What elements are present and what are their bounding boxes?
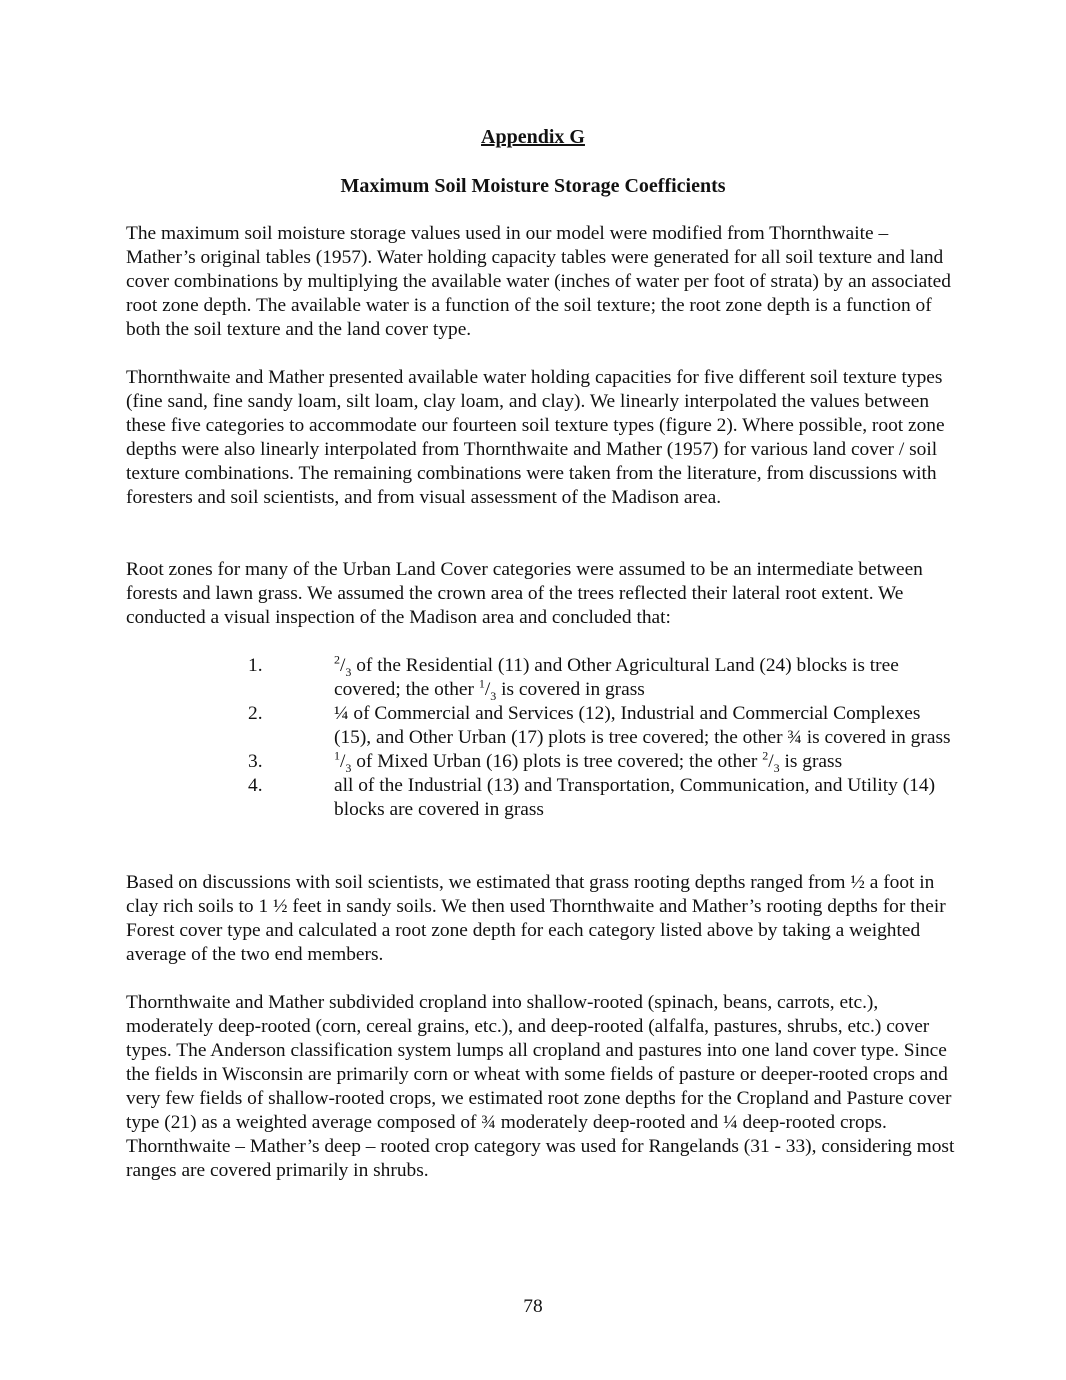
fraction-numerator: 1 <box>478 676 485 691</box>
appendix-heading: Appendix G <box>481 126 585 148</box>
section-title: Maximum Soil Moisture Storage Coefficients <box>340 175 726 197</box>
list-item <box>248 654 958 702</box>
list-item-text-part: is grass <box>779 751 843 772</box>
fraction-numerator: 2 <box>334 652 340 667</box>
fraction-numerator: 2 <box>762 748 769 763</box>
list-item-number: 3. <box>248 751 263 772</box>
list-item <box>248 702 958 750</box>
list-item-text: $^2/_3$ of the Residential (11) and Other Agricultural Land (24) blocks is tree covered; the other $^1/_3$ is covered in grass <box>334 652 899 703</box>
list-item-text: $^1/_3$ of Mixed Urban (16) plots is tree covered; the other $^2/_3$ is grass <box>334 748 843 775</box>
fraction-numerator: 1 <box>334 748 340 763</box>
paragraph-urban-root-zones: Root zones for many of the Urban Land Cover categories were assumed to be an intermediate between forests and lawn grass. We assumed the crown area of the trees reflected their lateral root extent. We conducted a visual inspection of the Madison area and concluded that: <box>126 559 923 628</box>
fraction-denominator: 3 <box>345 664 352 679</box>
paragraph-interpolation: Thornthwaite and Mather presented available water holding capacities for five different soil texture types (fine sand, fine sandy loam, silt loam, clay loam, and clay). We linearly interpolated the values between these five categories to accommodate our fourteen soil texture types (figure 2). Where possible, root zone depths were also linearly interpolated from Thornthwaite and Mather (1957) for various land cover / soil texture combinations. The remaining combinations were taken from the literature, from discussions with foresters and soil scientists, and from visual assessment of the Madison area. <box>126 367 945 508</box>
list-item-number: 4. <box>248 775 263 796</box>
fraction-denominator: 3 <box>345 760 352 775</box>
list-item-text-part: of Mixed Urban (16) plots is tree covered; the other <box>351 751 763 772</box>
paragraph-grass-rooting: Based on discussions with soil scientists, we estimated that grass rooting depths ranged from ½ a foot in clay rich soils to 1 ½ feet in sandy soils. We then used Thornthwaite and Mather’s rooting depths for their Forest cover type and calculated a root zone depth for each category listed above by taking a weighted average of the two end members. <box>126 872 946 965</box>
page-number: 78 <box>523 1296 543 1317</box>
list-item-text-part: of the Residential (11) and Other Agricultural Land (24) blocks is tree covered; the other <box>334 655 899 700</box>
list-item-text: all of the Industrial (13) and Transportation, Communication, and Utility (14) blocks are covered in grass <box>334 775 936 820</box>
list-item-text-part: is covered in grass <box>496 679 645 700</box>
list-item-text: ¼ of Commercial and Services (12), Industrial and Commercial Complexes (15), and Other Urban (17) plots is tree covered; the other ¾ is covered in grass <box>334 703 951 748</box>
list-item <box>248 750 958 774</box>
list-item-number: 2. <box>248 703 263 724</box>
paragraph-intro: The maximum soil moisture storage values used in our model were modified from Thornthwaite – Mather’s original tables (1957). Water holding capacity tables were generated for all soil texture and land cover combinations by multiplying the available water (inches of water per foot of strata) by an associated root zone depth. The available water is a function of the soil texture; the root zone depth is a function of both the soil texture and the land cover type. <box>126 223 951 340</box>
urban-cover-list <box>248 654 958 822</box>
fraction-denominator: 3 <box>490 688 497 703</box>
fraction-denominator: 3 <box>773 760 780 775</box>
paragraph-cropland: Thornthwaite and Mather subdivided cropland into shallow-rooted (spinach, beans, carrots, etc.), moderately deep-rooted (corn, cereal grains, etc.), and deep-rooted (alfalfa, pastures, shrubs, etc.) cover types. The Anderson classification system lumps all cropland and pastures into one land cover type. Since the fields in Wisconsin are primarily corn or wheat with some fields of pasture or deeper-rooted crops and very few fields of shallow-rooted crops, we estimated root zone depths for the Cropland and Pasture cover type (21) as a weighted average composed of ¾ moderately deep-rooted and ¼ deep-rooted crops. Thornthwaite – Mather’s deep – rooted crop category was used for Rangelands (31 - 33), considering most ranges are covered primarily in shrubs. <box>126 992 955 1181</box>
list-item <box>248 774 958 822</box>
list-item-number: 1. <box>248 655 263 676</box>
